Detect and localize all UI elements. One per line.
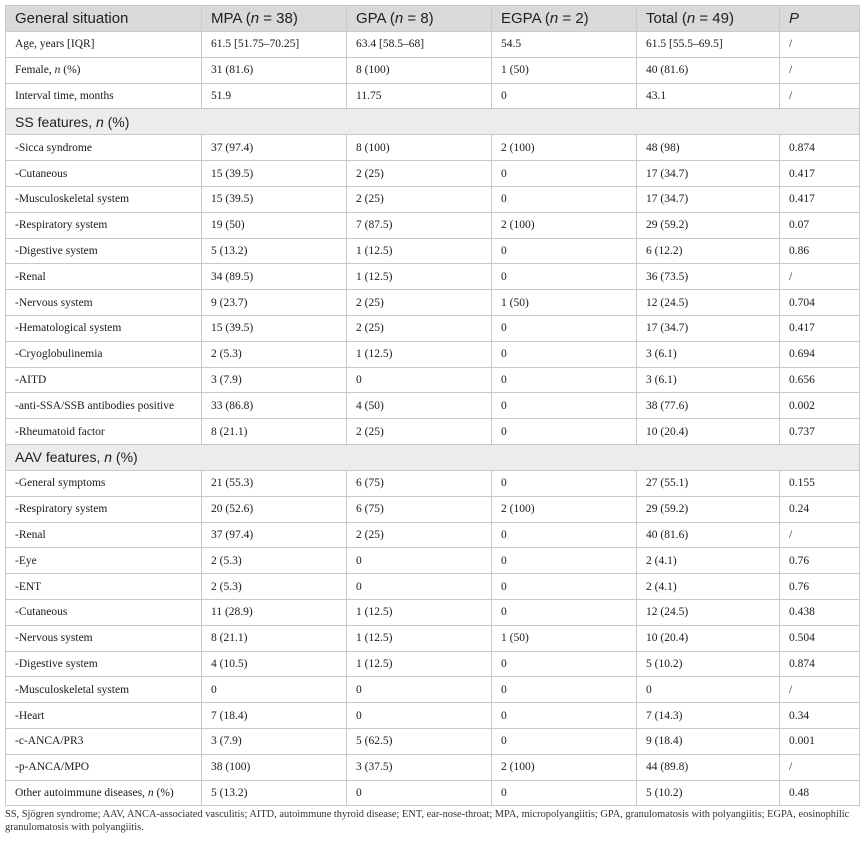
cell-mpa: 15 (39.5)	[202, 161, 347, 187]
cell-mpa: 3 (7.9)	[202, 728, 347, 754]
aav-rows	[6, 470, 860, 780]
row-label: -Renal	[6, 264, 202, 290]
cell-egpa: 0	[492, 419, 637, 445]
cell-gpa: 0	[347, 548, 492, 574]
cell-egpa: 0	[492, 548, 637, 574]
cell-p: 0.438	[780, 599, 860, 625]
cell-p: 0.417	[780, 186, 860, 212]
cell-gpa: 0	[347, 367, 492, 393]
cell-total: 6 (12.2)	[637, 238, 780, 264]
row-label: -Cutaneous	[6, 599, 202, 625]
cell-total: 7 (14.3)	[637, 703, 780, 729]
section-ss-features	[6, 109, 860, 135]
table-row-female	[6, 57, 860, 83]
cell-total: 10 (20.4)	[637, 625, 780, 651]
cell-gpa: 4 (50)	[347, 393, 492, 419]
cell-gpa: 1 (12.5)	[347, 341, 492, 367]
cell-total: 2 (4.1)	[637, 548, 780, 574]
cell-mpa: 51.9	[202, 83, 347, 109]
cell-mpa: 33 (86.8)	[202, 393, 347, 419]
cell-egpa: 0	[492, 574, 637, 600]
table-row-age	[6, 32, 860, 58]
header-egpa: EGPA (n = 2)	[492, 6, 637, 32]
row-label: -Cryoglobulinemia	[6, 341, 202, 367]
row-label: Interval time, months	[6, 83, 202, 109]
cell-egpa: 0	[492, 651, 637, 677]
cell-p: /	[780, 83, 860, 109]
cell-p: 0.07	[780, 212, 860, 238]
row-label: Female, n (%)	[6, 57, 202, 83]
cell-gpa: 3 (37.5)	[347, 754, 492, 780]
cell-mpa: 5 (13.2)	[202, 780, 347, 806]
cell-gpa: 0	[347, 574, 492, 600]
cell-total: 48 (98)	[637, 135, 780, 161]
cell-egpa: 0	[492, 161, 637, 187]
cell-total: 9 (18.4)	[637, 728, 780, 754]
cell-gpa: 2 (25)	[347, 419, 492, 445]
cell-p: 0.76	[780, 548, 860, 574]
table-row	[6, 315, 860, 341]
cell-mpa: 15 (39.5)	[202, 315, 347, 341]
cell-total: 3 (6.1)	[637, 367, 780, 393]
cell-egpa: 0	[492, 522, 637, 548]
cell-gpa: 2 (25)	[347, 186, 492, 212]
table-row	[6, 470, 860, 496]
table-row-other-autoimmune	[6, 780, 860, 806]
header-general-situation: General situation	[6, 6, 202, 32]
cell-gpa: 2 (25)	[347, 290, 492, 316]
cell-p: /	[780, 32, 860, 58]
cell-total: 40 (81.6)	[637, 57, 780, 83]
cell-total: 0	[637, 677, 780, 703]
cell-total: 2 (4.1)	[637, 574, 780, 600]
cell-p: /	[780, 754, 860, 780]
row-label: -Digestive system	[6, 238, 202, 264]
header-gpa: GPA (n = 8)	[347, 6, 492, 32]
cell-gpa: 0	[347, 780, 492, 806]
cell-mpa: 37 (97.4)	[202, 522, 347, 548]
cell-egpa: 1 (50)	[492, 625, 637, 651]
cell-egpa: 0	[492, 264, 637, 290]
cell-gpa: 0	[347, 677, 492, 703]
table-row	[6, 728, 860, 754]
row-label: -Musculoskeletal system	[6, 186, 202, 212]
row-label: -Nervous system	[6, 290, 202, 316]
cell-mpa: 15 (39.5)	[202, 186, 347, 212]
row-label: -ENT	[6, 574, 202, 600]
cell-egpa: 2 (100)	[492, 754, 637, 780]
cell-p: 0.417	[780, 161, 860, 187]
cell-p: 0.34	[780, 703, 860, 729]
row-label: Age, years [IQR]	[6, 32, 202, 58]
cell-gpa: 1 (12.5)	[347, 599, 492, 625]
table-container	[5, 5, 859, 806]
cell-egpa: 0	[492, 367, 637, 393]
cell-mpa: 31 (81.6)	[202, 57, 347, 83]
row-label: -Sicca syndrome	[6, 135, 202, 161]
cell-p: 0.504	[780, 625, 860, 651]
table-row	[6, 290, 860, 316]
table-row	[6, 393, 860, 419]
cell-egpa: 0	[492, 599, 637, 625]
cell-total: 36 (73.5)	[637, 264, 780, 290]
cell-gpa: 6 (75)	[347, 496, 492, 522]
cell-mpa: 0	[202, 677, 347, 703]
cell-gpa: 1 (12.5)	[347, 238, 492, 264]
ss-rows	[6, 135, 860, 445]
row-label: Other autoimmune diseases, n (%)	[6, 780, 202, 806]
cell-mpa: 21 (55.3)	[202, 470, 347, 496]
cell-gpa: 8 (100)	[347, 135, 492, 161]
cell-egpa: 2 (100)	[492, 496, 637, 522]
cell-p: 0.155	[780, 470, 860, 496]
cell-egpa: 0	[492, 238, 637, 264]
section-title: SS features, n (%)	[6, 109, 860, 135]
cell-gpa: 8 (100)	[347, 57, 492, 83]
row-label: -Nervous system	[6, 625, 202, 651]
cell-egpa: 1 (50)	[492, 290, 637, 316]
cell-egpa: 0	[492, 393, 637, 419]
row-label: -anti-SSA/SSB antibodies positive	[6, 393, 202, 419]
cell-p: 0.24	[780, 496, 860, 522]
cell-mpa: 7 (18.4)	[202, 703, 347, 729]
data-table	[5, 5, 860, 806]
table-row	[6, 238, 860, 264]
cell-mpa: 61.5 [51.75–70.25]	[202, 32, 347, 58]
cell-gpa: 1 (12.5)	[347, 651, 492, 677]
cell-p: 0.656	[780, 367, 860, 393]
cell-mpa: 9 (23.7)	[202, 290, 347, 316]
cell-mpa: 34 (89.5)	[202, 264, 347, 290]
row-label: -Respiratory system	[6, 212, 202, 238]
cell-total: 5 (10.2)	[637, 651, 780, 677]
table-row	[6, 651, 860, 677]
cell-p: 0.48	[780, 780, 860, 806]
row-label: -c-ANCA/PR3	[6, 728, 202, 754]
cell-total: 10 (20.4)	[637, 419, 780, 445]
cell-mpa: 2 (5.3)	[202, 574, 347, 600]
cell-mpa: 38 (100)	[202, 754, 347, 780]
cell-egpa: 0	[492, 341, 637, 367]
table-row	[6, 754, 860, 780]
cell-egpa: 0	[492, 677, 637, 703]
row-label: -Renal	[6, 522, 202, 548]
cell-mpa: 8 (21.1)	[202, 419, 347, 445]
cell-egpa: 1 (50)	[492, 57, 637, 83]
cell-egpa: 0	[492, 780, 637, 806]
row-label: -Digestive system	[6, 651, 202, 677]
cell-p: 0.76	[780, 574, 860, 600]
cell-egpa: 0	[492, 83, 637, 109]
cell-egpa: 54.5	[492, 32, 637, 58]
cell-gpa: 7 (87.5)	[347, 212, 492, 238]
cell-gpa: 6 (75)	[347, 470, 492, 496]
cell-mpa: 2 (5.3)	[202, 548, 347, 574]
cell-total: 61.5 [55.5–69.5]	[637, 32, 780, 58]
cell-p: /	[780, 677, 860, 703]
cell-p: 0.417	[780, 315, 860, 341]
table-row	[6, 367, 860, 393]
cell-gpa: 0	[347, 703, 492, 729]
cell-mpa: 5 (13.2)	[202, 238, 347, 264]
cell-total: 44 (89.8)	[637, 754, 780, 780]
row-label: -AITD	[6, 367, 202, 393]
row-label: -Respiratory system	[6, 496, 202, 522]
cell-p: 0.874	[780, 135, 860, 161]
row-label: -Musculoskeletal system	[6, 677, 202, 703]
table-row	[6, 161, 860, 187]
cell-mpa: 19 (50)	[202, 212, 347, 238]
cell-gpa: 11.75	[347, 83, 492, 109]
table-row	[6, 625, 860, 651]
table-row	[6, 419, 860, 445]
cell-egpa: 2 (100)	[492, 135, 637, 161]
cell-gpa: 2 (25)	[347, 522, 492, 548]
cell-egpa: 0	[492, 728, 637, 754]
table-row	[6, 599, 860, 625]
cell-total: 29 (59.2)	[637, 496, 780, 522]
table-row	[6, 677, 860, 703]
cell-p: 0.001	[780, 728, 860, 754]
cell-total: 17 (34.7)	[637, 186, 780, 212]
cell-gpa: 2 (25)	[347, 315, 492, 341]
table-footnote: SS, Sjögren syndrome; AAV, ANCA-associated vasculitis; AITD, autoimmune thyroid disease; ENT, ear-nose-throat; MPA, micropolyangiitis; GPA, granulomatosis with polyangiitis; EGPA, eosinophilic granulomatosis with polyangiitis.	[5, 809, 850, 833]
cell-mpa: 11 (28.9)	[202, 599, 347, 625]
cell-p: 0.86	[780, 238, 860, 264]
cell-total: 12 (24.5)	[637, 290, 780, 316]
cell-mpa: 2 (5.3)	[202, 341, 347, 367]
cell-gpa: 5 (62.5)	[347, 728, 492, 754]
cell-mpa: 3 (7.9)	[202, 367, 347, 393]
cell-total: 17 (34.7)	[637, 161, 780, 187]
header-total: Total (n = 49)	[637, 6, 780, 32]
header-mpa: MPA (n = 38)	[202, 6, 347, 32]
row-label: -Rheumatoid factor	[6, 419, 202, 445]
row-label: -p-ANCA/MPO	[6, 754, 202, 780]
cell-total: 5 (10.2)	[637, 780, 780, 806]
cell-gpa: 1 (12.5)	[347, 625, 492, 651]
cell-p: 0.694	[780, 341, 860, 367]
table-row	[6, 496, 860, 522]
table-row	[6, 135, 860, 161]
cell-p: /	[780, 57, 860, 83]
table-row-interval	[6, 83, 860, 109]
row-label: -General symptoms	[6, 470, 202, 496]
cell-mpa: 37 (97.4)	[202, 135, 347, 161]
table-row	[6, 574, 860, 600]
cell-egpa: 0	[492, 186, 637, 212]
cell-p: 0.874	[780, 651, 860, 677]
cell-egpa: 2 (100)	[492, 212, 637, 238]
cell-egpa: 0	[492, 315, 637, 341]
cell-p: 0.002	[780, 393, 860, 419]
table-row	[6, 264, 860, 290]
cell-mpa: 20 (52.6)	[202, 496, 347, 522]
cell-p: /	[780, 522, 860, 548]
cell-total: 12 (24.5)	[637, 599, 780, 625]
row-label: -Hematological system	[6, 315, 202, 341]
cell-gpa: 1 (12.5)	[347, 264, 492, 290]
table-row	[6, 212, 860, 238]
cell-gpa: 63.4 [58.5–68]	[347, 32, 492, 58]
table-row	[6, 703, 860, 729]
cell-egpa: 0	[492, 470, 637, 496]
row-label: -Heart	[6, 703, 202, 729]
cell-mpa: 8 (21.1)	[202, 625, 347, 651]
cell-total: 17 (34.7)	[637, 315, 780, 341]
table-row	[6, 186, 860, 212]
section-title: AAV features, n (%)	[6, 444, 860, 470]
cell-total: 43.1	[637, 83, 780, 109]
table-row	[6, 548, 860, 574]
header-row	[6, 6, 860, 32]
table-row	[6, 522, 860, 548]
cell-total: 38 (77.6)	[637, 393, 780, 419]
cell-mpa: 4 (10.5)	[202, 651, 347, 677]
cell-egpa: 0	[492, 703, 637, 729]
cell-total: 40 (81.6)	[637, 522, 780, 548]
cell-total: 27 (55.1)	[637, 470, 780, 496]
row-label: -Eye	[6, 548, 202, 574]
cell-p: 0.737	[780, 419, 860, 445]
row-label: -Cutaneous	[6, 161, 202, 187]
cell-gpa: 2 (25)	[347, 161, 492, 187]
cell-p: /	[780, 264, 860, 290]
table-row	[6, 341, 860, 367]
header-p: P	[780, 6, 860, 32]
section-aav-features	[6, 444, 860, 470]
cell-p: 0.704	[780, 290, 860, 316]
cell-total: 3 (6.1)	[637, 341, 780, 367]
cell-total: 29 (59.2)	[637, 212, 780, 238]
